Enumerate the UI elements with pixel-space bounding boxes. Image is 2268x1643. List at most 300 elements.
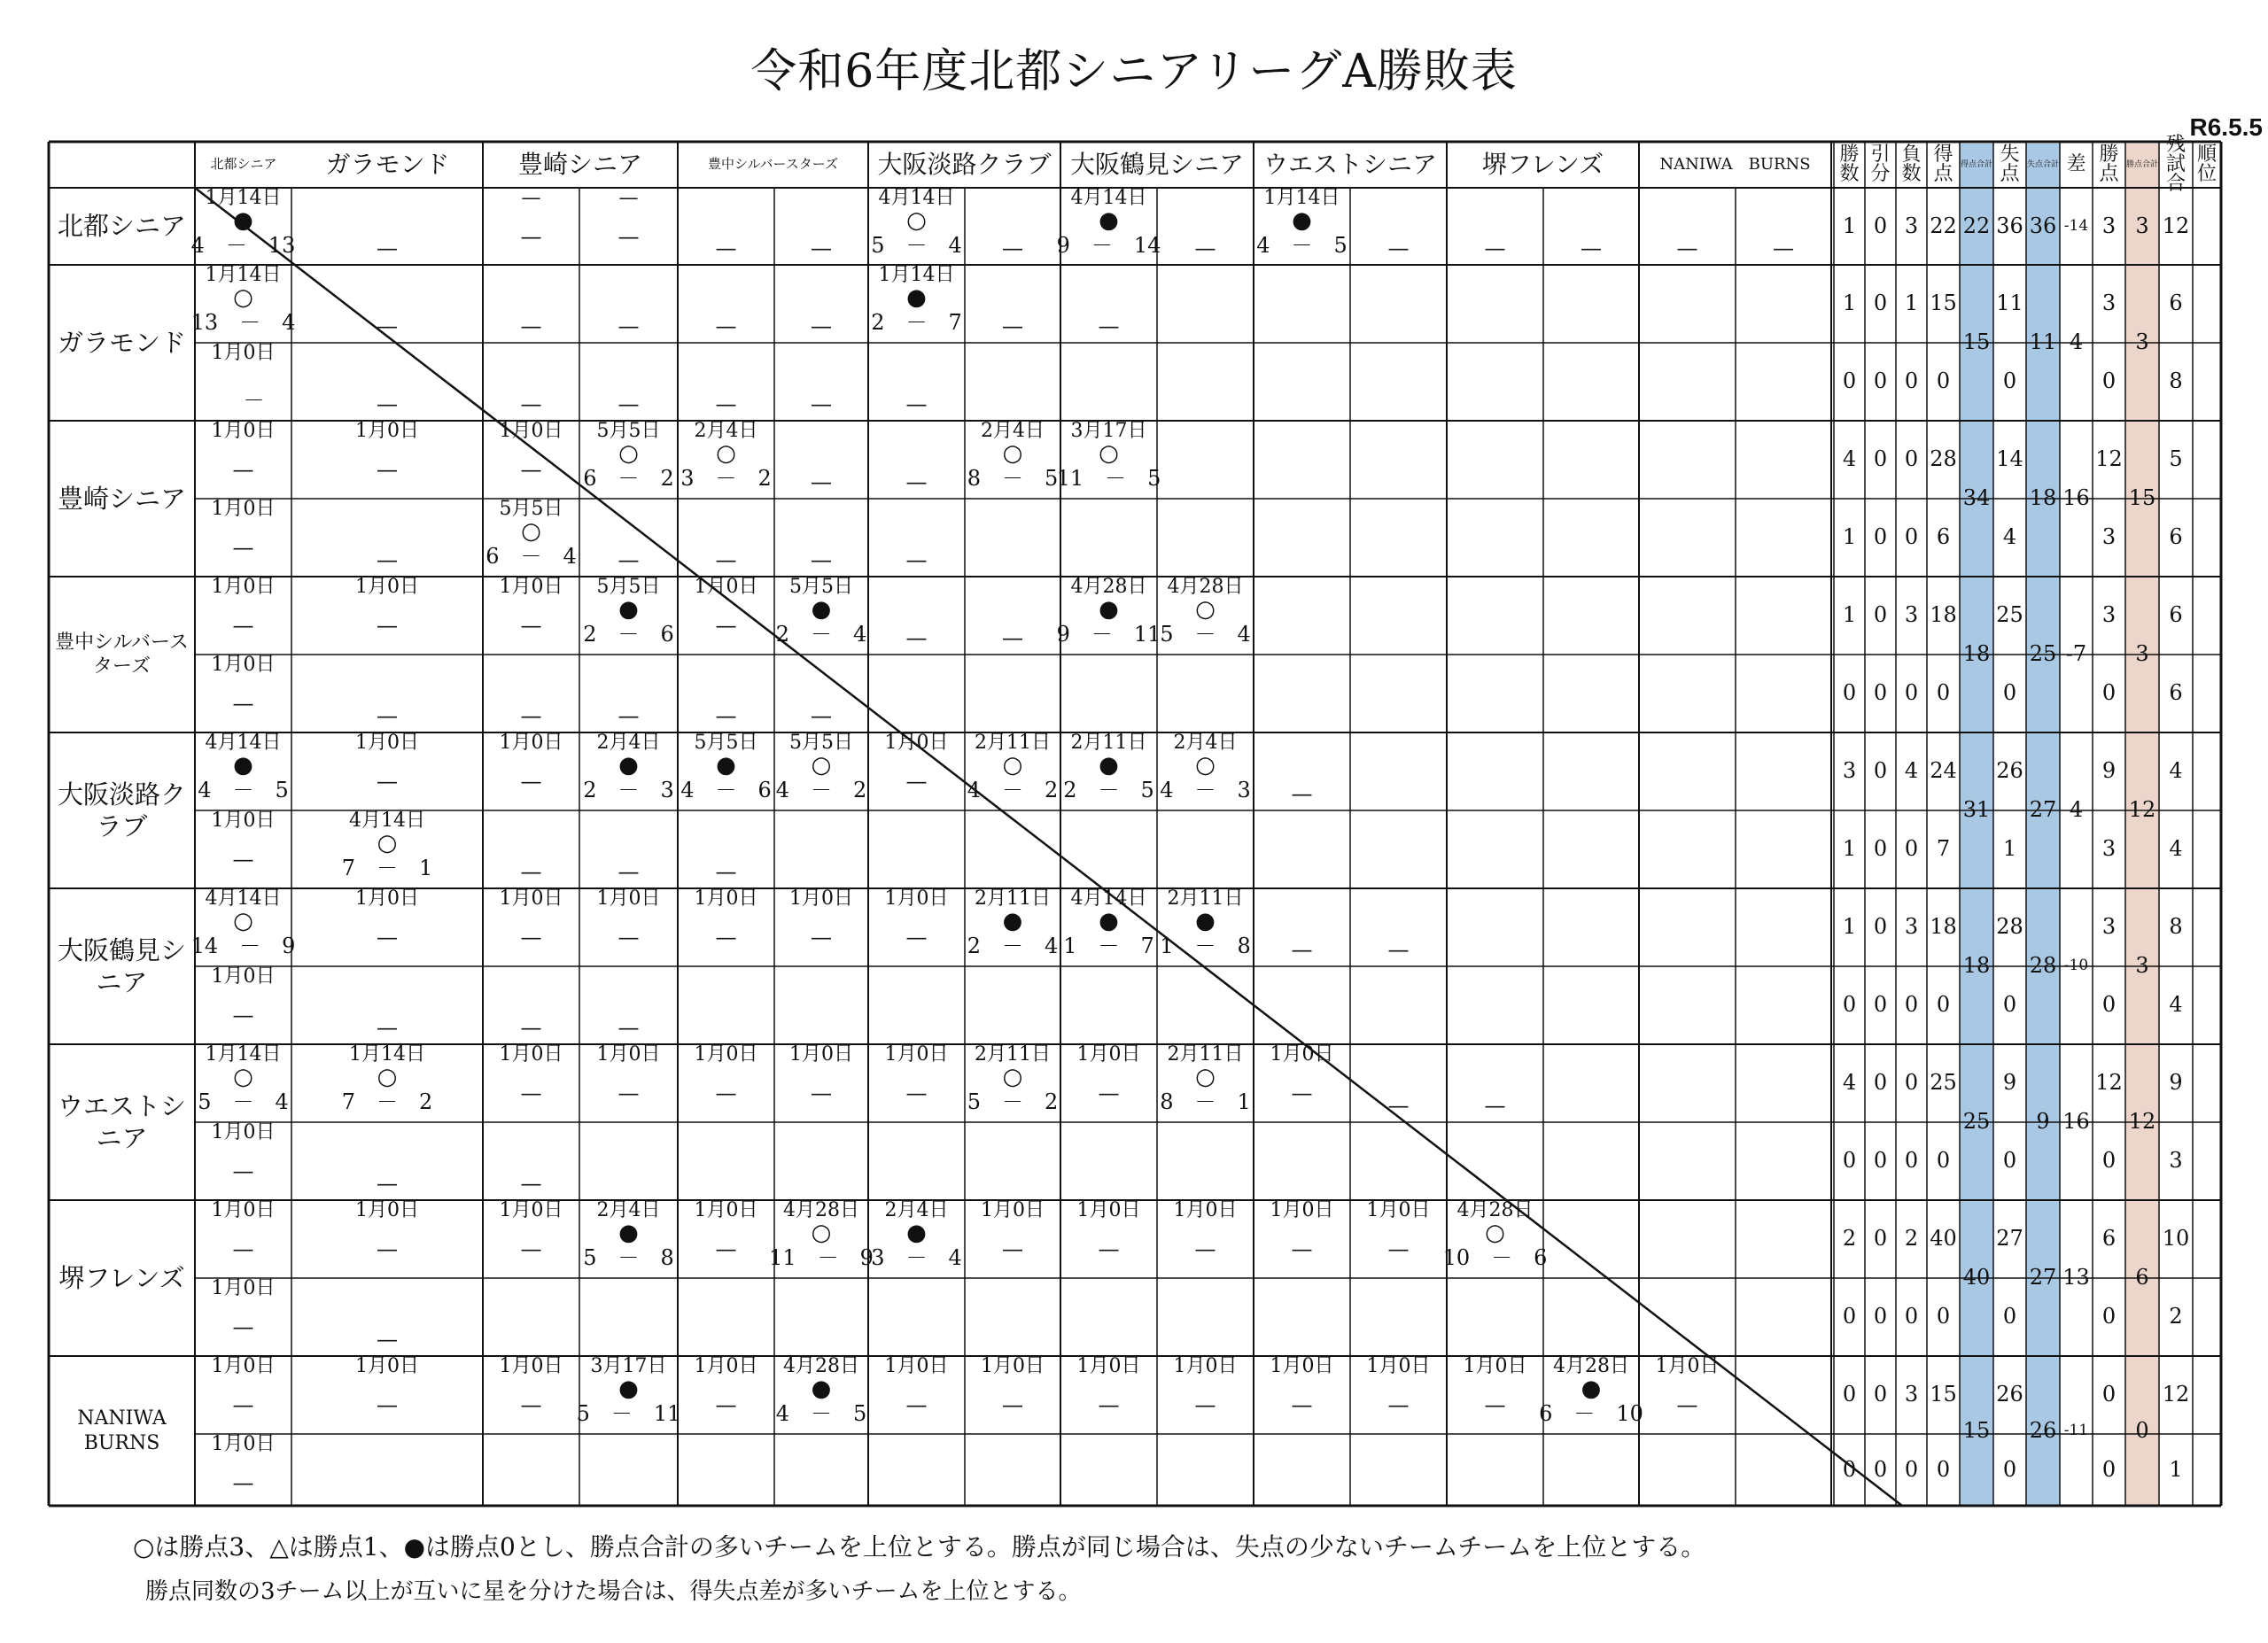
- game-score: 6 － 10: [1539, 1401, 1643, 1426]
- game-date: 2月4日: [981, 420, 1045, 442]
- game-empty: —: [1194, 235, 1216, 260]
- game-result: [1447, 1356, 1543, 1434]
- stat-gf: 18: [1930, 914, 1957, 940]
- game-date: 1月14日: [205, 264, 282, 286]
- game-result: [483, 732, 579, 810]
- stat-pts: 12: [2095, 446, 2123, 472]
- stat-rem: 10: [2162, 1226, 2190, 1252]
- win-mark: ○: [811, 1220, 832, 1246]
- game-score: 5 － 4: [1160, 622, 1251, 647]
- stat-l: 0: [1904, 1456, 1919, 1482]
- game-score: —: [1098, 1236, 1120, 1261]
- game-score: 14 － 9: [190, 934, 296, 958]
- stat-ga: 1: [2002, 836, 2017, 862]
- game-result: [579, 1044, 678, 1122]
- game-result: [965, 421, 1060, 499]
- game-result: [291, 421, 483, 499]
- game-score: —: [520, 925, 542, 949]
- game-result: [868, 888, 965, 966]
- win-mark: ○: [521, 518, 541, 545]
- game-date: 1月0日: [355, 1355, 419, 1377]
- game-score: —: [1387, 1392, 1410, 1417]
- stat-gf: 6: [1936, 524, 1951, 550]
- game-score: —: [617, 925, 640, 949]
- game-score: —: [905, 925, 928, 949]
- stat-ga: 25: [1996, 602, 2023, 628]
- win-mark: ○: [233, 908, 253, 934]
- stat-header: 残試合: [2165, 134, 2186, 195]
- stat-gf: 15: [1930, 291, 1957, 316]
- rule-note: ○は勝点3、△は勝点1、●は勝点0とし、勝点合計の多いチームを上位とする。勝点が同じ場合は、失点の少ないチームチームを上位とする。: [133, 1532, 1706, 1562]
- game-score: —: [232, 1392, 254, 1417]
- game-score: 2 － 4: [967, 934, 1059, 958]
- game-result: [291, 888, 483, 966]
- stat-d: 0: [1873, 602, 1888, 628]
- game-score: 5 － 4: [198, 1089, 289, 1114]
- stat-pts: 0: [2101, 1382, 2117, 1407]
- stat-gf: 18: [1930, 602, 1957, 628]
- game-empty: —: [617, 391, 640, 416]
- game-result: [868, 1044, 965, 1122]
- game-empty: —: [1676, 235, 1698, 260]
- game-score: —: [232, 1003, 254, 1027]
- game-empty: —: [377, 546, 398, 572]
- win-mark: ○: [1195, 752, 1216, 779]
- game-result: [1060, 888, 1157, 966]
- game-empty: —: [377, 235, 398, 260]
- stat-rem: 6: [2169, 680, 2183, 706]
- loss-mark: ●: [811, 596, 832, 623]
- game-date: 1月0日: [211, 1355, 276, 1377]
- game-score: —: [617, 1081, 640, 1105]
- game-score: —: [617, 224, 640, 249]
- game-empty: —: [617, 1014, 640, 1040]
- stat-rem: 9: [2169, 1070, 2183, 1096]
- stat-gf: 0: [1936, 368, 1951, 394]
- win-mark: ○: [233, 1064, 253, 1090]
- stat-rem: 6: [2169, 291, 2183, 316]
- game-score: 3 － 2: [680, 466, 772, 491]
- game-date: 1月0日: [1173, 1199, 1238, 1221]
- stat-l: 0: [1904, 1304, 1919, 1329]
- win-mark: ○: [377, 1064, 398, 1090]
- stat-l: 3: [1904, 914, 1919, 940]
- game-result: [195, 1434, 291, 1506]
- game-result: [678, 888, 774, 966]
- game-result: [678, 1356, 774, 1434]
- loss-mark: ●: [906, 284, 927, 311]
- game-empty: —: [377, 1326, 398, 1352]
- stat-l: 2: [1904, 1226, 1919, 1252]
- row-team-name: 大阪鶴見シニア: [57, 934, 186, 997]
- game-score: —: [715, 1392, 737, 1417]
- game-date: 1月0日: [789, 1043, 853, 1066]
- loss-mark: ●: [906, 1220, 927, 1246]
- stat-d: 0: [1873, 1226, 1888, 1252]
- game-date: 1月0日: [1366, 1199, 1431, 1221]
- game-date: 1月0日: [211, 1277, 276, 1299]
- game-score: 4 － 2: [775, 778, 867, 802]
- game-score: —: [1194, 1236, 1216, 1261]
- game-date: 1月0日: [884, 732, 949, 754]
- game-empty: —: [617, 858, 640, 884]
- game-date: 1月0日: [355, 732, 419, 754]
- win-mark: ○: [1002, 752, 1023, 779]
- win-mark: ○: [377, 830, 398, 856]
- game-score: 4 － 5: [198, 778, 289, 802]
- rule-note: 勝点同数の3チーム以上が互いに星を分けた場合は、得失点差が多いチームを上位とする。: [145, 1578, 1082, 1605]
- game-empty: —: [715, 858, 737, 884]
- stat-d: 0: [1873, 1070, 1888, 1096]
- page-title: 令和6年度北都シニアリーグA勝敗表: [750, 45, 1518, 98]
- game-empty: —: [811, 313, 832, 338]
- loss-mark: ●: [811, 1376, 832, 1402]
- game-result: [291, 1044, 483, 1122]
- col-header: 北都シニア: [210, 156, 277, 173]
- game-result: [579, 188, 678, 265]
- game-result: [769, 1199, 874, 1278]
- game-empty: —: [1484, 1092, 1506, 1118]
- game-result: [291, 577, 483, 655]
- game-date: 1月14日: [878, 264, 955, 286]
- game-score: 10 － 6: [1442, 1245, 1548, 1270]
- stat-rem: 4: [2169, 758, 2183, 784]
- game-score: —: [232, 1470, 254, 1495]
- stat-pts: 3: [2101, 602, 2117, 628]
- game-score: —: [905, 769, 928, 794]
- stat-w: 0: [1842, 1456, 1857, 1482]
- game-result: [868, 1200, 965, 1278]
- game-date: 1月14日: [349, 1043, 425, 1066]
- game-result: [1060, 1356, 1157, 1434]
- stat-d: 0: [1873, 680, 1888, 706]
- game-score: 6 － 4: [485, 544, 577, 569]
- loss-mark: ●: [1002, 908, 1023, 934]
- game-result: [1060, 1044, 1157, 1122]
- game-empty: —: [1581, 235, 1602, 260]
- game-empty: —: [1098, 313, 1120, 338]
- game-date: 1月0日: [211, 498, 276, 520]
- stat-gf-total: 22: [1962, 213, 1991, 238]
- win-mark: ○: [716, 440, 736, 467]
- game-result: [1157, 1200, 1254, 1278]
- stat-ga-total: 28: [2029, 953, 2057, 979]
- game-date: 5月5日: [694, 732, 758, 754]
- stat-pts: 3: [2101, 836, 2117, 862]
- col-header: 堺フレンズ: [1481, 150, 1604, 180]
- game-score: —: [520, 613, 542, 638]
- stat-ga: 0: [2002, 1148, 2017, 1174]
- stat-pts: 0: [2101, 1456, 2117, 1482]
- stat-l: 0: [1904, 680, 1919, 706]
- game-date: 1月14日: [205, 1043, 282, 1066]
- loss-mark: ●: [1195, 908, 1216, 934]
- game-date: 5月5日: [596, 576, 661, 598]
- stat-pts: 3: [2101, 524, 2117, 550]
- game-result: [1157, 1044, 1254, 1122]
- game-result: [190, 264, 296, 343]
- stat-w: 2: [1842, 1226, 1857, 1252]
- stat-gf: 0: [1936, 992, 1951, 1018]
- stat-rem: 4: [2169, 836, 2183, 862]
- game-score: —: [520, 1081, 542, 1105]
- game-empty: —: [811, 702, 832, 728]
- stat-w: 1: [1842, 524, 1857, 550]
- stat-w: 1: [1842, 291, 1857, 316]
- stat-w: 1: [1842, 602, 1857, 628]
- game-result: [1056, 420, 1161, 499]
- game-empty: —: [520, 858, 542, 884]
- game-score: 1 － 7: [1063, 934, 1154, 958]
- game-date: 1月0日: [884, 1355, 949, 1377]
- game-date: —: [521, 187, 541, 209]
- stat-ga: 36: [1996, 213, 2023, 238]
- stat-gf: 24: [1930, 758, 1957, 784]
- game-result: [195, 499, 291, 577]
- stat-d: 0: [1873, 992, 1888, 1018]
- stat-w: 0: [1842, 368, 1857, 394]
- stat-ga: 11: [1996, 291, 2023, 316]
- game-score: —: [232, 457, 254, 482]
- game-result: [195, 421, 291, 499]
- game-result: [291, 1356, 483, 1434]
- stat-pts-total: 6: [2135, 1265, 2149, 1290]
- stat-w: 3: [1842, 758, 1857, 784]
- game-empty: —: [377, 1170, 398, 1196]
- game-result: [1350, 1356, 1447, 1434]
- stat-rem: 2: [2169, 1304, 2183, 1329]
- game-result: [483, 188, 579, 265]
- stat-header: 得点合計: [1960, 159, 1992, 169]
- game-date: 1月0日: [355, 576, 419, 598]
- game-score: —: [232, 847, 254, 872]
- game-empty: —: [1002, 313, 1023, 338]
- stat-diff: -10: [2063, 957, 2089, 975]
- stat-header: 得点: [1933, 143, 1953, 185]
- game-score: －: [221, 388, 286, 413]
- game-result: [1060, 1200, 1157, 1278]
- game-score: 5 － 4: [871, 233, 962, 258]
- game-result: [483, 421, 579, 499]
- game-date: 3月17日: [590, 1355, 667, 1377]
- game-date: 4月28日: [1167, 576, 1244, 598]
- stat-gf: 15: [1930, 1382, 1957, 1407]
- game-score: —: [377, 925, 398, 949]
- stat-rem: 6: [2169, 524, 2183, 550]
- stat-pts-total: 15: [2128, 485, 2156, 511]
- game-score: —: [377, 769, 398, 794]
- stat-w: 4: [1842, 446, 1857, 472]
- game-score: 5 － 8: [583, 1245, 674, 1270]
- game-result: [965, 1200, 1060, 1278]
- game-score: —: [1002, 1392, 1023, 1417]
- game-empty: —: [1291, 780, 1313, 806]
- game-empty: —: [1387, 1092, 1410, 1118]
- game-result: [483, 577, 579, 655]
- game-score: —: [232, 1159, 254, 1183]
- loss-mark: ●: [618, 752, 639, 779]
- game-score: 8 － 1: [1160, 1089, 1251, 1114]
- stat-gf-total: 40: [1962, 1265, 1991, 1290]
- game-date: 1月0日: [211, 420, 276, 442]
- win-mark: ○: [233, 284, 253, 311]
- stat-d: 0: [1873, 213, 1888, 238]
- game-result: [190, 187, 296, 265]
- game-score: —: [520, 1236, 542, 1261]
- col-header: NANIWA BURNS: [1659, 154, 1811, 174]
- game-empty: —: [715, 546, 737, 572]
- stat-pts: 0: [2101, 1304, 2117, 1329]
- stat-gf: 0: [1936, 680, 1951, 706]
- game-date: 1月0日: [884, 1043, 949, 1066]
- game-date: 1月0日: [499, 1043, 563, 1066]
- game-result: [576, 1355, 681, 1434]
- game-result: [483, 1044, 579, 1122]
- game-empty: —: [377, 1014, 398, 1040]
- game-date: 1月0日: [211, 654, 276, 676]
- game-score: 2 － 7: [871, 310, 962, 335]
- game-empty: —: [905, 469, 928, 494]
- game-date: 1月0日: [1173, 1355, 1238, 1377]
- stat-diff: 16: [2062, 1109, 2090, 1135]
- game-score: —: [1002, 1236, 1023, 1261]
- stat-diff: -7: [2065, 641, 2087, 667]
- stat-gf-total: 15: [1962, 1417, 1991, 1443]
- stat-d: 0: [1873, 1456, 1888, 1482]
- game-result: [965, 732, 1060, 810]
- game-result: [1254, 1200, 1350, 1278]
- game-result: [579, 888, 678, 966]
- stat-ga-total: 27: [2029, 797, 2057, 823]
- stat-header: 失点合計: [2026, 159, 2059, 169]
- game-score: 5 － 2: [967, 1089, 1059, 1114]
- game-date: 2月4日: [1173, 732, 1238, 754]
- game-date: 2月11日: [975, 887, 1051, 910]
- row-team-name: ウエストシニア: [57, 1090, 186, 1153]
- stat-ga: 9: [2002, 1070, 2017, 1096]
- game-date: 1月0日: [211, 1121, 276, 1143]
- game-result: [1442, 1199, 1548, 1278]
- stat-pts: 0: [2101, 368, 2117, 394]
- game-result: [195, 343, 291, 421]
- stat-l: 1: [1904, 291, 1919, 316]
- game-score: 3 － 4: [871, 1245, 962, 1270]
- stat-ga: 26: [1996, 1382, 2023, 1407]
- game-date: 1月0日: [1076, 1199, 1141, 1221]
- stat-pts: 0: [2101, 1148, 2117, 1174]
- stat-pts: 0: [2101, 992, 2117, 1018]
- game-result: [868, 1356, 965, 1434]
- stat-header: 勝数: [1839, 143, 1860, 185]
- stat-ga-total: 9: [2036, 1109, 2050, 1135]
- game-result: [579, 732, 678, 810]
- loss-mark: ●: [1099, 908, 1119, 934]
- game-score: —: [232, 1314, 254, 1339]
- row-team-name: ガラモンド: [57, 327, 186, 358]
- game-result: [868, 732, 965, 810]
- stat-ga-total: 11: [2029, 329, 2057, 355]
- game-empty: —: [905, 624, 928, 650]
- game-result: [1539, 1355, 1643, 1434]
- stat-ga-total: 36: [2029, 213, 2057, 238]
- game-score: —: [1484, 1392, 1506, 1417]
- game-date: 4月28日: [1070, 576, 1147, 598]
- game-result: [483, 888, 579, 966]
- loss-mark: ●: [1292, 207, 1312, 234]
- game-date: 4月14日: [349, 810, 425, 832]
- stat-l: 0: [1904, 992, 1919, 1018]
- game-result: [579, 577, 678, 655]
- game-result: [195, 966, 291, 1044]
- game-result: [774, 888, 868, 966]
- stat-gf-total: 18: [1962, 641, 1991, 667]
- game-result: [1056, 187, 1161, 265]
- stat-header: 失点: [2000, 143, 2020, 185]
- game-empty: —: [520, 313, 542, 338]
- stat-l: 0: [1904, 368, 1919, 394]
- stat-gf-total: 15: [1962, 329, 1991, 355]
- game-score: 6 － 2: [583, 466, 674, 491]
- stat-ga: 28: [1996, 914, 2023, 940]
- game-score: 1 － 8: [1160, 934, 1251, 958]
- game-empty: —: [377, 391, 398, 416]
- game-result: [1254, 1356, 1350, 1434]
- game-date: 2月4日: [596, 732, 661, 754]
- stat-d: 0: [1873, 1148, 1888, 1174]
- game-result: [291, 810, 483, 888]
- game-empty: —: [905, 391, 928, 416]
- game-score: —: [232, 613, 254, 638]
- stat-w: 0: [1842, 1382, 1857, 1407]
- game-empty: —: [1387, 936, 1410, 962]
- game-result: [483, 1200, 579, 1278]
- game-result: [1157, 577, 1254, 655]
- stat-gf: 22: [1930, 213, 1957, 238]
- game-date: 1月0日: [211, 810, 276, 832]
- game-result: [195, 655, 291, 732]
- stat-ga: 27: [1996, 1226, 2023, 1252]
- game-empty: —: [520, 1014, 542, 1040]
- game-empty: —: [377, 313, 398, 338]
- stat-header: 引分: [1870, 143, 1891, 185]
- game-result: [868, 265, 965, 343]
- game-date: 1月14日: [205, 187, 282, 209]
- game-result: [195, 1356, 291, 1434]
- col-header: ウエストシニア: [1262, 150, 1437, 180]
- game-result: [678, 732, 774, 810]
- game-score: 11 － 9: [769, 1245, 874, 1270]
- stat-w: 1: [1842, 914, 1857, 940]
- stat-pts: 9: [2101, 758, 2117, 784]
- game-empty: —: [617, 313, 640, 338]
- stat-pts-total: 12: [2128, 1109, 2156, 1135]
- game-date: 1月0日: [1270, 1043, 1334, 1066]
- game-empty: —: [811, 469, 832, 494]
- stat-gf: 0: [1936, 1304, 1951, 1329]
- game-date: 1月0日: [1076, 1043, 1141, 1066]
- game-score: —: [377, 1392, 398, 1417]
- win-mark: ○: [1002, 440, 1023, 467]
- game-score: 9 － 14: [1056, 233, 1161, 258]
- game-empty: —: [520, 391, 542, 416]
- stat-ga: 0: [2002, 680, 2017, 706]
- game-date: 1月0日: [789, 887, 853, 910]
- game-score: —: [520, 769, 542, 794]
- win-mark: ○: [1195, 1064, 1216, 1090]
- stat-l: 3: [1904, 213, 1919, 238]
- game-score: —: [1098, 1392, 1120, 1417]
- stat-pts-total: 3: [2135, 953, 2149, 979]
